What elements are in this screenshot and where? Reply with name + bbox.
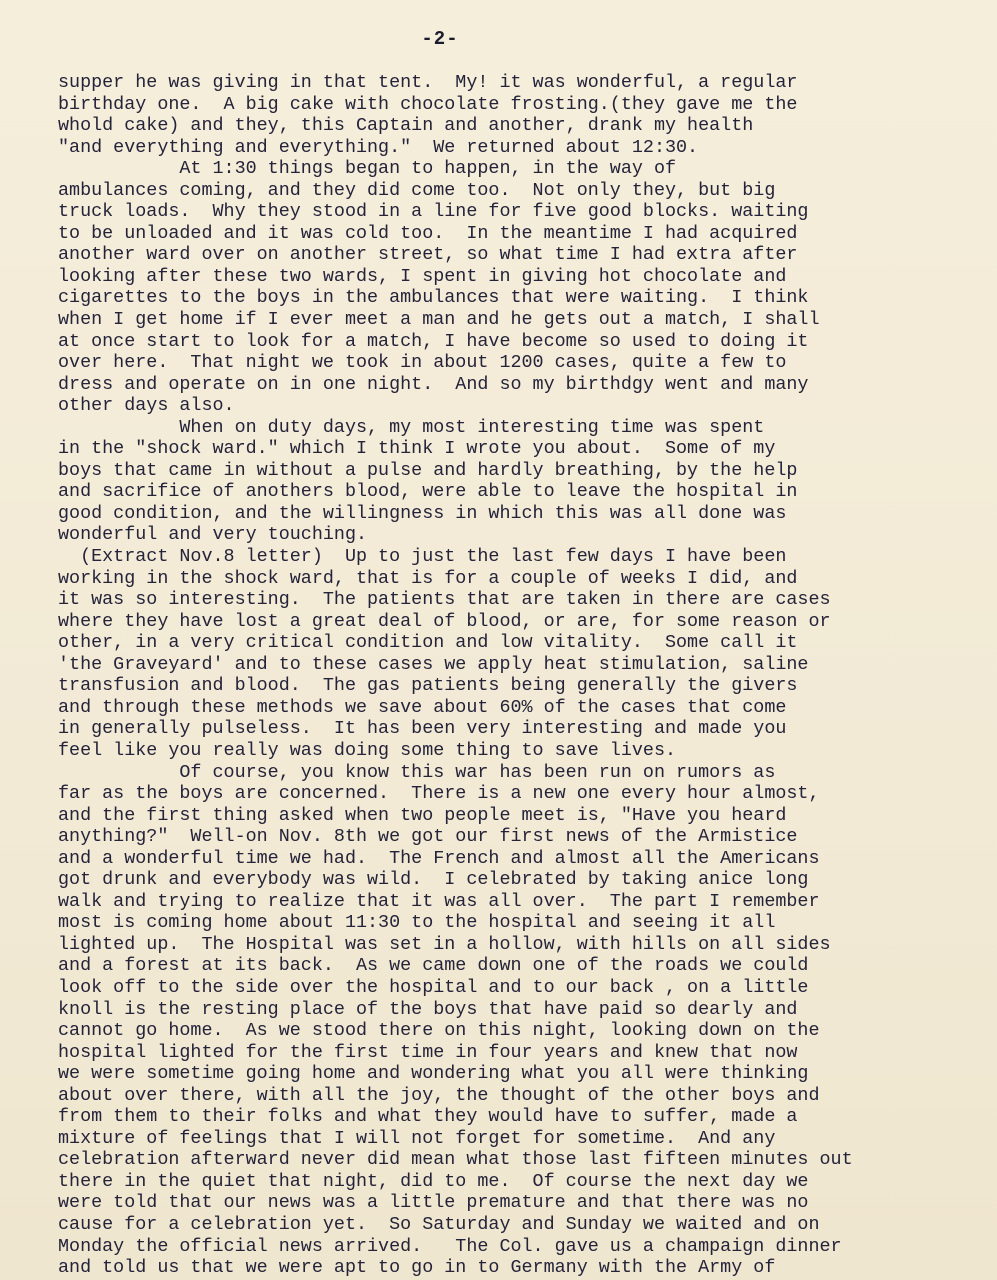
- text-line: "and everything and everything." We returned about 12:30.: [58, 136, 699, 158]
- text-line: supper he was giving in that tent. My! it was wonderful, a regular: [58, 72, 798, 93]
- text-line: anything?" Well-on Nov. 8th we got our first news of the Armistice: [58, 826, 798, 848]
- text-line: most is coming home about 11:30 to the hospital and seeing it all: [58, 912, 776, 934]
- text-line: celebration afterward never did mean what those last fifteen minutes out: [58, 1149, 853, 1171]
- text-line: looking after these two wards, I spent in giving hot chocolate and: [58, 265, 787, 287]
- text-line: At 1:30 things began to happen, in the way of: [58, 158, 677, 180]
- text-line: birthday one. A big cake with chocolate frosting.(they gave me the: [58, 93, 798, 115]
- text-line: it was so interesting. The patients that are taken in there are cases: [58, 589, 831, 611]
- text-line: got drunk and everybody was wild. I celebrated by taking anice long: [58, 869, 809, 891]
- text-line: whold cake) and they, this Captain and another, drank my health: [58, 115, 754, 137]
- text-line: to be unloaded and it was cold too. In the meantime I had acquired: [58, 222, 798, 244]
- text-line: other days also.: [58, 395, 235, 417]
- text-line: were told that our news was a little premature and that there was no: [58, 1192, 809, 1214]
- text-line: boys that came in without a pulse and hardly breathing, by the help: [58, 459, 798, 481]
- text-line: good condition, and the willingness in which this was all done was: [58, 502, 787, 524]
- text-line: we were sometime going home and wondering what you all were thinking: [58, 1063, 809, 1085]
- text-line: in generally pulseless. It has been very interesting and made you: [58, 718, 787, 740]
- text-line: Monday the official news arrived. The Col. gave us a champaign dinner: [58, 1235, 842, 1257]
- text-line: there in the quiet that night, did to me. Of course the next day we: [58, 1170, 809, 1192]
- text-line: cigarettes to the boys in the ambulances that were waiting. I think: [58, 287, 809, 309]
- text-line: lighted up. The Hospital was set in a hollow, with hills on all sides: [58, 933, 831, 955]
- text-line: far as the boys are concerned. There is a new one every hour almost,: [58, 783, 820, 805]
- text-line: look off to the side over the hospital and to our back , on a little: [58, 976, 809, 998]
- text-line: when I get home if I ever meet a man and he gets out a match, I shall: [58, 309, 820, 331]
- text-line: transfusion and blood. The gas patients being generally the givers: [58, 675, 798, 697]
- text-line: knoll is the resting place of the boys that have paid so dearly and: [58, 998, 798, 1020]
- text-line: from them to their folks and what they would have to suffer, made a: [58, 1106, 798, 1128]
- text-line: truck loads. Why they stood in a line for five good blocks. waiting: [58, 201, 809, 223]
- text-line: wonderful and very touching.: [58, 524, 368, 546]
- text-line: and the first thing asked when two people meet is, "Have you heard: [58, 804, 787, 826]
- text-line: cannot go home. As we stood there on this night, looking down on the: [58, 1020, 820, 1042]
- text-line: When on duty days, my most interesting time was spent: [58, 416, 765, 438]
- text-line: other, in a very critical condition and low vitality. Some call it: [58, 632, 798, 654]
- text-line: where they have lost a great deal of blood, or are, for some reason or: [58, 610, 831, 632]
- text-line: and a wonderful time we had. The French and almost all the Americans: [58, 847, 820, 869]
- text-line: hospital lighted for the first time in four years and knew that now: [58, 1041, 798, 1063]
- text-line: dress and operate on in one night. And so my birthdgy went and many: [58, 373, 809, 395]
- text-line: at once start to look for a match, I have become so used to doing it: [58, 330, 809, 352]
- text-line: (Extract Nov.8 letter) Up to just the last few days I have been: [58, 546, 787, 568]
- text-line: and a forest at its back. As we came down one of the roads we could: [58, 955, 809, 977]
- text-line: and told us that we were apt to go in to Germany with the Army of: [58, 1257, 776, 1279]
- text-line: in the "shock ward." which I think I wrote you about. Some of my: [58, 438, 776, 460]
- text-line: mixture of feelings that I will not forget for sometime. And any: [58, 1127, 776, 1149]
- text-line: walk and trying to realize that it was all over. The part I remember: [58, 890, 820, 912]
- text-line: and through these methods we save about 60% of the cases that come: [58, 696, 787, 718]
- text-line: cause for a celebration yet. So Saturday and Sunday we waited and on: [58, 1213, 820, 1235]
- text-line: working in the shock ward, that is for a couple of weeks I did, and: [58, 567, 798, 589]
- text-line: another ward over on another street, so what time I had extra after: [58, 244, 798, 266]
- text-line: over here. That night we took in about 1200 cases, quite a few to: [58, 352, 787, 374]
- text-line: Of course, you know this war has been run on rumors as: [58, 761, 776, 783]
- page-number: -2-: [421, 28, 459, 50]
- text-line: ambulances coming, and they did come too. Not only they, but big: [58, 179, 776, 201]
- letter-body: [58, 72, 988, 1279]
- text-line: 'the Graveyard' and to these cases we apply heat stimulation, saline: [58, 653, 809, 675]
- text-line: about over there, with all the joy, the thought of the other boys and: [58, 1084, 820, 1106]
- text-line: and sacrifice of anothers blood, were able to leave the hospital in: [58, 481, 798, 503]
- text-line: feel like you really was doing some thing to save lives.: [58, 739, 677, 761]
